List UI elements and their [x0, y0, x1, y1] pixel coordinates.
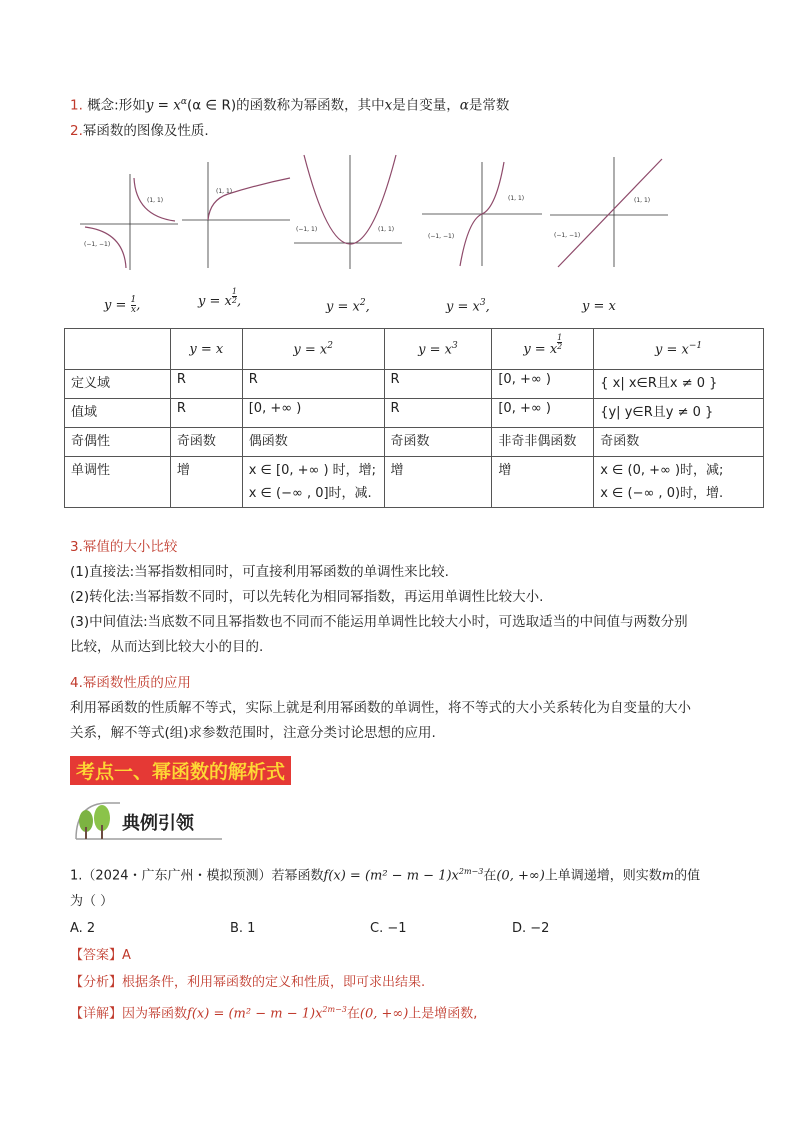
problem: 1.（2024・广东广州・模拟预测）若幂函数$f(x) = (m^2 - m - 1)x^{2m-3}$在(0, +∞)上单调递增，则实数m的值 为（ ） A. 2 B. 1 C. −1 D. −2 【答案】A 【分析】根据条件，利用幂函数的定义和性质，即可求出结果. 【详解】因为幂函数$f(x) = (m^2 - m - 1)x^{2m-3}$在(0, +∞)上是增函数, [70, 861, 700, 1026]
graph-square [292, 153, 404, 271]
answer-line: 【答案】A [70, 948, 131, 964]
option-a: A. 2 [70, 921, 96, 937]
option-d: D. −2 [512, 921, 550, 937]
point-label: (1, 1) [634, 197, 651, 204]
label-sqrt: y = x $\frac{1}{2}$ , [198, 287, 242, 309]
section3-title: 3.幂值的大小比较 [70, 539, 178, 555]
detail-line: 【详解】因为幂函数$f(x) = (m^2 - m - 1)x^{2m-3}$在(0, +∞)上是增函数, [70, 1005, 478, 1022]
graph-sqrt [180, 160, 292, 270]
table-row: 单调性 增 x ∈ [0, +∞ ) 时，增; x ∈ (−∞ , 0]时，减. 增 增 x ∈ (0, +∞ )时，减; x ∈ (−∞ , 0)时，增. [65, 457, 764, 508]
example-badge [72, 799, 224, 843]
concept-line: 1. 概念:形如$y = x^\alpha(\alpha$ ∈ R)的函数称为幂函数，其中x是自变量，α是常数 [70, 97, 510, 114]
problem-stem: 1.（2024・广东广州・模拟预测）若幂函数$f(x) = (m^2 - m - 1)x^{2m-3}$在(0, +∞)上单调递增，则实数m的值 [70, 867, 701, 884]
table-row: 奇偶性 奇函数 偶函数 奇函数 非奇非偶函数 奇函数 [65, 428, 764, 457]
options [70, 918, 700, 940]
label-linear: y = x [582, 299, 616, 314]
point-label: (−1, 1) [296, 226, 318, 233]
col-header: y = x $\frac{1}{2}$ [492, 329, 594, 370]
label-reciprocal: y = $\frac{1}{x}$ , [104, 295, 141, 315]
curve [208, 178, 290, 220]
option-b: B. 1 [230, 921, 256, 937]
section4-title: 4.幂函数性质的应用 [70, 675, 191, 691]
graph-linear [548, 155, 670, 269]
col-header: $y = x^{-1}$ [594, 329, 764, 370]
analysis-line: 【分析】根据条件，利用幂函数的定义和性质，即可求出结果. [70, 975, 426, 991]
point-label: (−1, −1) [554, 232, 581, 239]
table-row: 定义域 R R R [0, +∞ ) { x| x∈R且x ≠ 0 } [65, 370, 764, 399]
label-square: $y = x^2$, [326, 298, 370, 315]
table-header-row [65, 329, 764, 370]
point-label: (−1, −1) [84, 241, 111, 248]
graph-cube [420, 160, 544, 268]
section4: 4.幂函数性质的应用 利用幂函数的性质解不等式，实际上就是利用幂函数的单调性，将不等式的大小关系转化为自变量的大小 关系，解不等式(组)求参数范围时，注意分类讨论思想的应用. [70, 672, 691, 744]
section2-title: 2.幂函数的图像及性质. [70, 123, 209, 139]
point-label: (−1, −1) [428, 233, 455, 240]
point-label: (1, 1) [216, 188, 233, 195]
badge-label: 典例引领 [122, 813, 194, 834]
col-header: y = x [170, 329, 242, 370]
table-row: 值域 R [0, +∞ ) R [0, +∞ ) {y| y∈R且y ≠ 0 } [65, 399, 764, 428]
col-header: $y = x^3$ [384, 329, 492, 370]
point-label: (1, 1) [147, 197, 164, 204]
label-cube: $y = x^3$, [446, 298, 490, 315]
option-c: C. −1 [370, 921, 407, 937]
point-label: (1, 1) [378, 226, 395, 233]
graph-reciprocal [80, 172, 180, 272]
curve [558, 159, 662, 267]
col-header: $y = x^2$ [242, 329, 384, 370]
section3: 3.幂值的大小比较 (1)直接法:当幂指数相同时，可直接利用幂函数的单调性来比较. (2)转化法:当幂指数不同时，可以先转化为相同幂指数，再运用单调性比较大小. (3)中间值法:当底数不同且幂指数也不同而不能运用单调性比较大小时，可选取适当的中间值与两数分别 比较，从而达到比较大小的目的. [70, 536, 688, 658]
point-label: (1, 1) [508, 195, 525, 202]
topic-heading: 考点一、幂函数的解析式 [70, 756, 291, 785]
properties-table [64, 328, 764, 508]
